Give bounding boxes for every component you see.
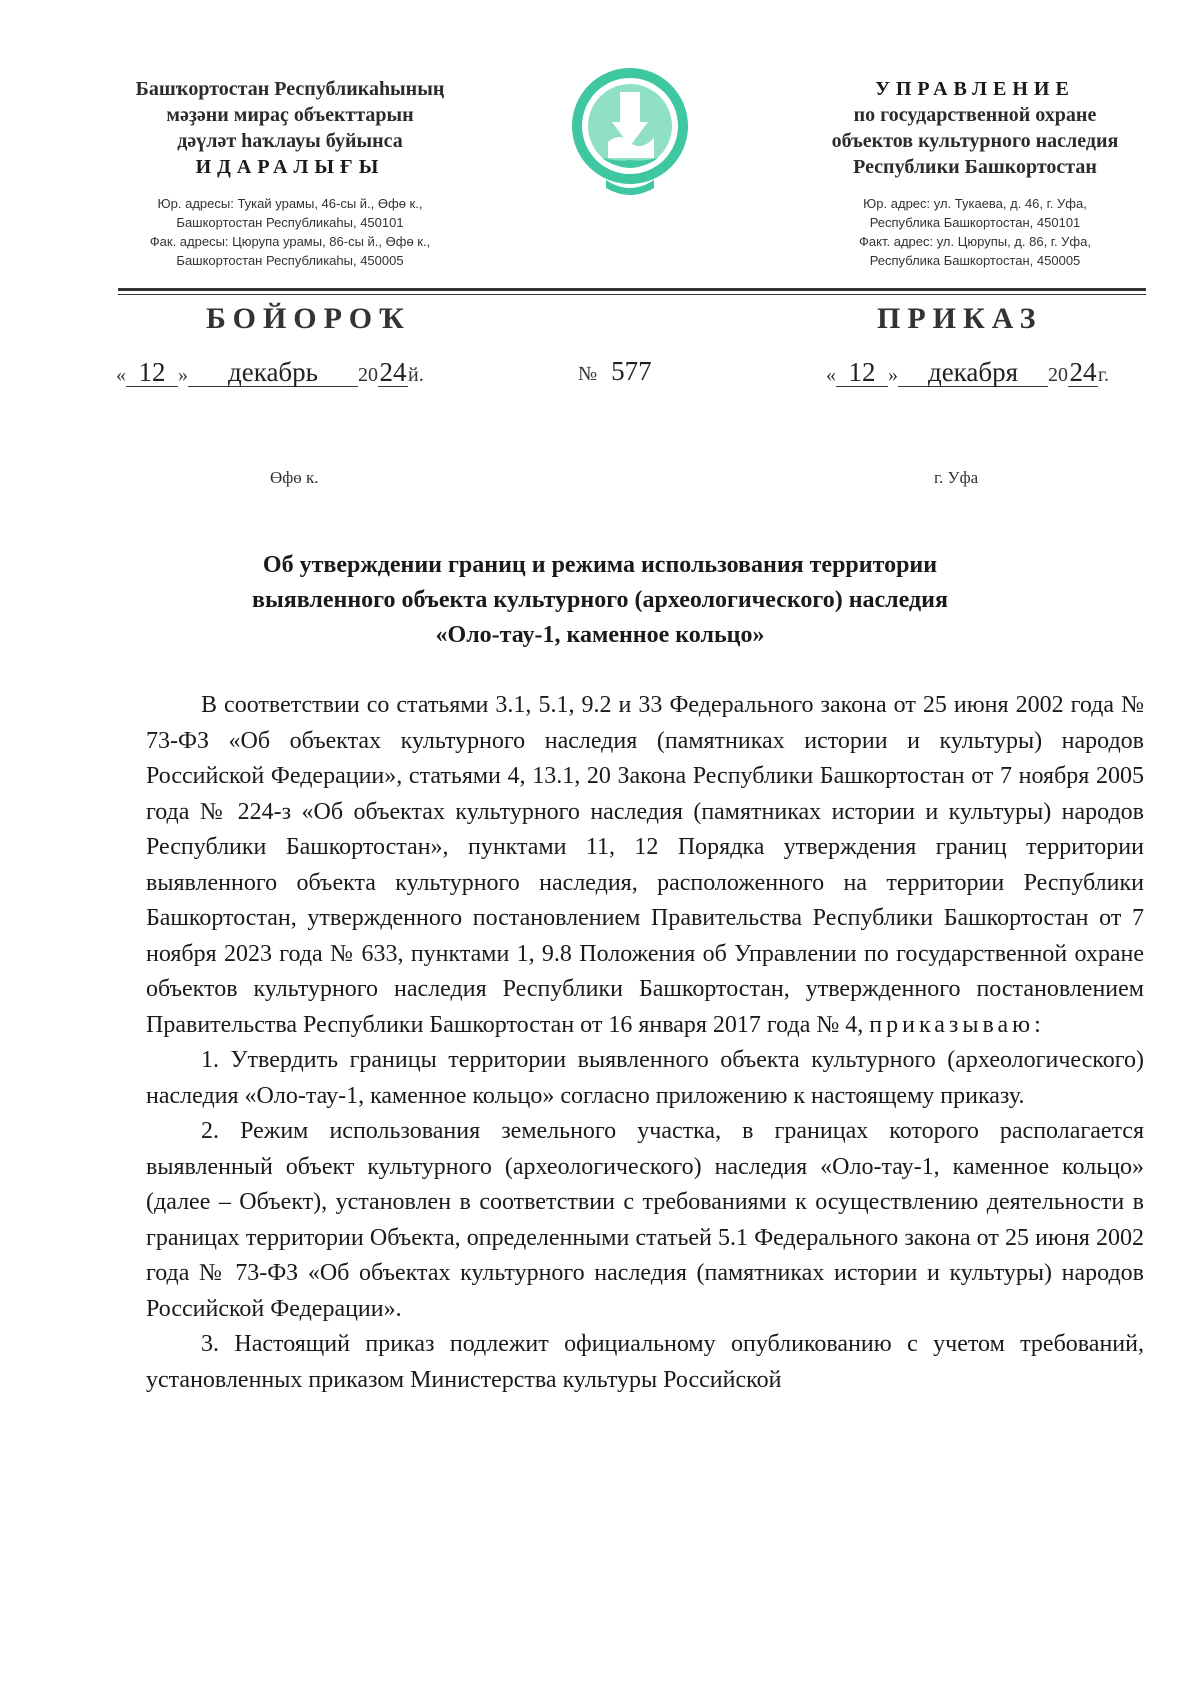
body-item: 3. Настоящий приказ подлежит официальному опубликованию с учетом требований, установленных приказом Министерства культуры Российской — [146, 1331, 1144, 1393]
address-line: Юр. адресы: Тукай урамы, 46-сы й., Өфө к., — [157, 196, 423, 211]
title-line: «Оло-тау-1, каменное кольцо» — [435, 622, 765, 648]
header-rule-thin — [118, 294, 1146, 295]
header-right-caps: УПРАВЛЕНИЕ — [875, 78, 1075, 100]
bashkortostan-emblem-icon — [568, 62, 692, 202]
address-line: Факт. адрес: ул. Цюрупы, д. 86, г. Уфа, — [859, 234, 1091, 249]
city-left: Өфө к. — [270, 468, 319, 487]
header-left-line: мәҙәни мираҫ объекттарын — [166, 104, 414, 126]
header-rule-thick — [118, 288, 1146, 291]
date-year-mark: й. — [408, 364, 424, 386]
address-line: Юр. адрес: ул. Тукаева, д. 46, г. Уфа, — [863, 196, 1087, 211]
number-label: № — [578, 363, 598, 385]
header-left-caps: ИДАРАЛЫҒЫ — [195, 156, 385, 178]
date-month: декабрь — [188, 358, 358, 387]
order-number — [578, 356, 652, 387]
address-line: Башкортостан Республикаһы, 450005 — [176, 253, 404, 268]
date-year-mark: г. — [1098, 364, 1109, 386]
date-year-prefix: 20 — [358, 364, 378, 386]
header-left-address — [110, 194, 470, 270]
address-line: Фак. адресы: Цюрупа урамы, 86-сы й., Өфө к., — [149, 234, 431, 249]
header-right-line: объектов культурного наследия — [831, 130, 1119, 152]
header-right-address — [795, 194, 1155, 270]
body-item: 1. Утвердить границы территории выявленного объекта культурного (археологического) наследия «Оло-тау-1, каменное кольцо» согласно приложению к настоящему приказу. — [146, 1047, 1144, 1109]
header-left-line: дәүләт һаҡлауы буйынса — [177, 130, 403, 152]
title-line: Об утверждении границ и режима использования территории — [262, 552, 938, 578]
address-line: Республика Башкортостан, 450101 — [869, 215, 1081, 230]
header-left — [110, 76, 470, 270]
order-word: приказываю: — [869, 1011, 1045, 1038]
number-value: 577 — [611, 356, 652, 386]
header-right-line: по государственной охране — [853, 104, 1097, 126]
date-month: декабря — [898, 358, 1048, 387]
body-item: 2. Режим использования земельного участка, в границах которого располагается выявленный объект культурного (археологического) наследия «Оло-тау-1, каменное кольцо» (далее – Объект), установлен в соответствии с требованиями к осуществлению деятельности в границах территории Объекта, определенными статьей 5.1 Федерального закона от 25 июня 2002 года № 73-ФЗ «Об объектах культурного наследия (памятниках истории и культуры) народов Российской Федерации». — [146, 1118, 1144, 1322]
header-left-line: Башҡортостан Республикаһының — [135, 78, 445, 100]
date-year-suffix: 24 — [1069, 357, 1097, 387]
address-line: Башкортостан Республикаһы, 450101 — [176, 215, 404, 230]
quote-close: » — [178, 364, 188, 386]
date-day: 12 — [126, 358, 178, 387]
header-right-line: Республики Башкортостан — [853, 156, 1097, 178]
date-day: 12 — [836, 358, 888, 387]
date-year-suffix: 24 — [379, 357, 407, 387]
header-right — [795, 76, 1155, 270]
quote-open: « — [826, 364, 836, 386]
document-body — [146, 688, 1144, 1398]
date-left — [116, 358, 424, 388]
document-title — [150, 548, 1050, 653]
city-right: г. Уфа — [934, 468, 979, 487]
date-right — [826, 358, 1109, 388]
body-intro — [146, 688, 1144, 1043]
doc-type-right: ПРИКАЗ — [877, 302, 1043, 335]
quote-open: « — [116, 364, 126, 386]
quote-close: » — [888, 364, 898, 386]
address-line: Республика Башкортостан, 450005 — [869, 253, 1081, 268]
date-year-prefix: 20 — [1048, 364, 1068, 386]
intro-text: В соответствии со статьями 3.1, 5.1, 9.2 и 33 Федерального закона от 25 июня 2002 года № 73-ФЗ «Об объектах культурного наследия (памятниках истории и культуры) народов Российской Федерации», статьями 4, 13.1, 20 Закона Республики Башкортостан от 7 ноября 2005 года № 224-з «Об объектах культурного наследия (памятниках истории и культуры) народов Республики Башкортостан», пунктами 11, 12 Порядка утверждения границ территории выявленного объекта культурного наследия, расположенного на территории Республики Башкортостан, утвержденного постановлением Правительства Республики Башкортостан от 7 ноября 2023 года № 633, пунктами 1, 9.8 Положения об Управлении по государственной охране объектов культурного наследия Республики Башкортостан, утвержденного постановлением Правительства Республики Башкортостан от 16 января 2017 года № 4, — [146, 692, 1144, 1038]
title-line: выявленного объекта культурного (археологического) наследия — [252, 587, 948, 613]
doc-type-left: БОЙОРОҠ — [206, 302, 411, 335]
